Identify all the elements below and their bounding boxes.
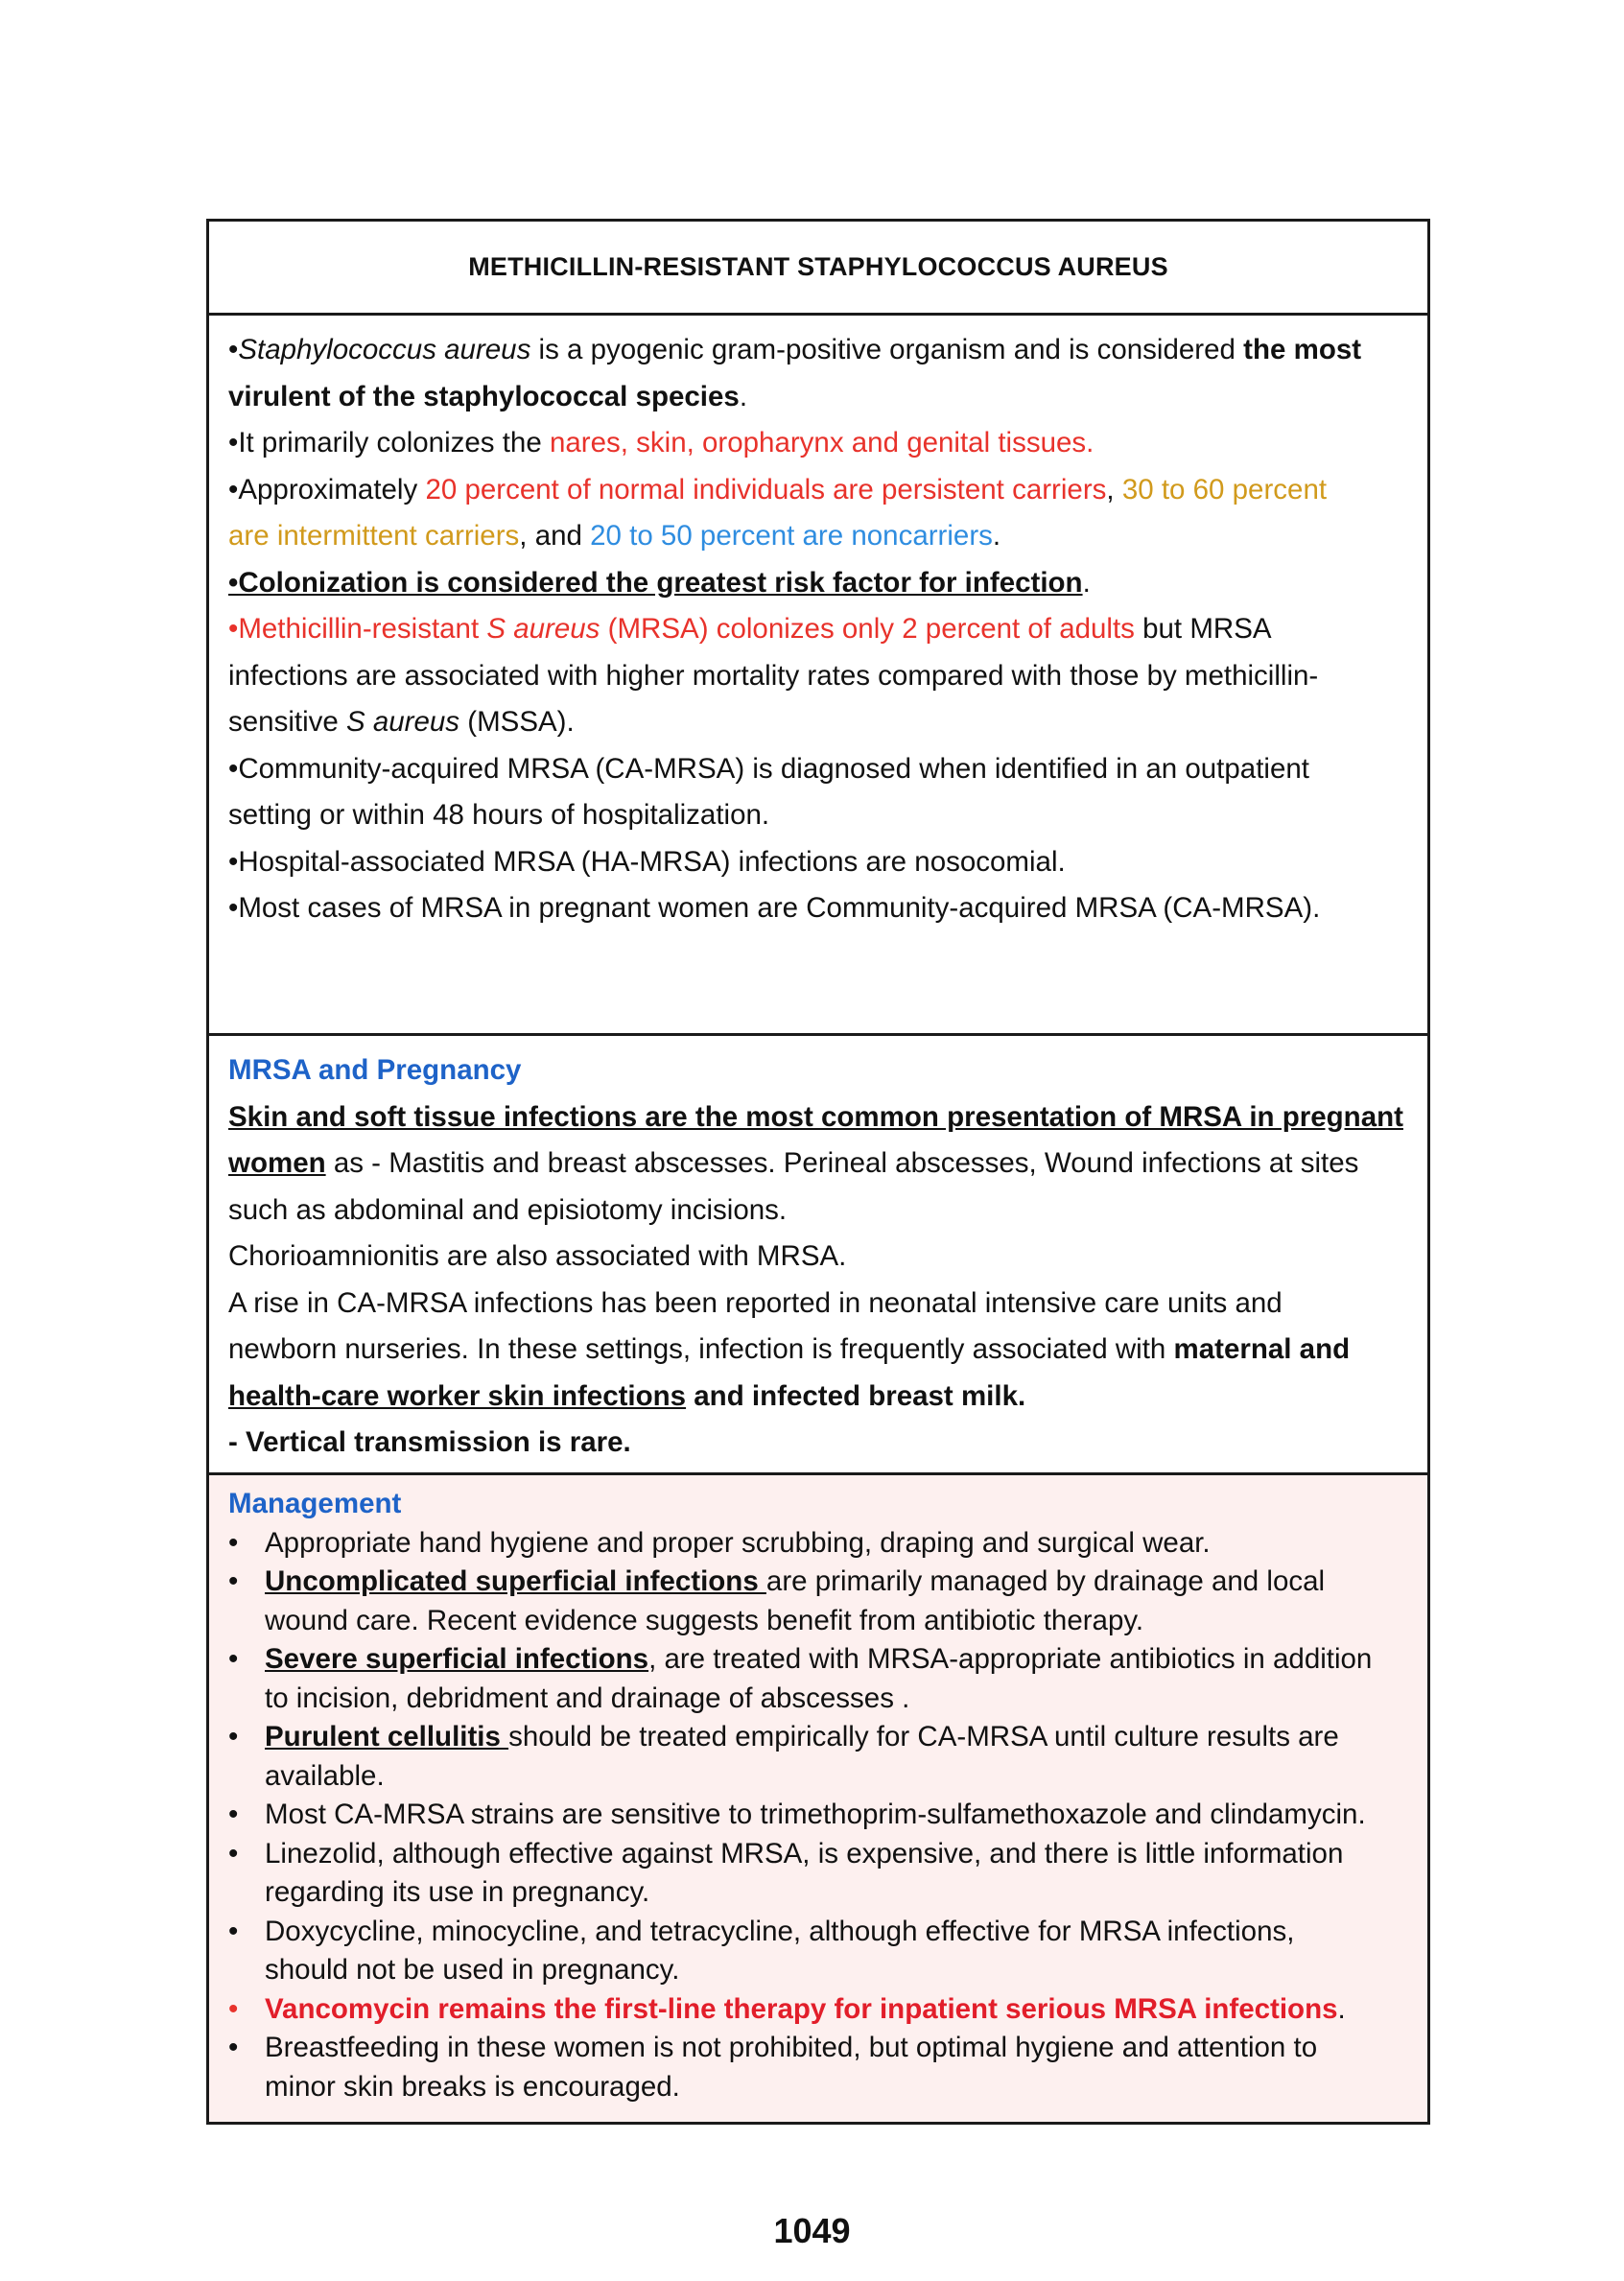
text: as - Mastitis and breast abscesses. Perineal abscesses, Wound infections at sites [325, 1147, 1359, 1179]
list-item [228, 1718, 1408, 1796]
text: Staphylococcus aureus [238, 334, 531, 365]
bullet-icon: • [228, 2032, 239, 2063]
pregnancy-line [228, 1327, 1408, 1374]
text: women [228, 1147, 326, 1179]
management-section [209, 1475, 1427, 2122]
overview-line: •Most cases of MRSA in pregnant women are Community-acquired MRSA (CA-MRSA). [228, 892, 1321, 924]
pregnancy-line: Chorioamnionitis are also associated with MRSA. [228, 1240, 847, 1272]
overview-line: setting or within 48 hours of hospitalization. [228, 799, 770, 831]
overview-line: infections are associated with higher mortality rates compared with those by methicillin- [228, 659, 1319, 692]
text: (MSSA). [459, 706, 575, 738]
text: is a pyogenic gram-positive organism and is considered [530, 334, 1244, 365]
text: sensitive [228, 706, 346, 738]
list-item [228, 1640, 1408, 1718]
bullet-icon: • [228, 1721, 239, 1752]
pregnancy-line [228, 1374, 1408, 1421]
list-item [228, 1524, 1408, 1564]
text: (MRSA) colonizes only 2 percent of adults [600, 613, 1135, 645]
bullet-icon: • [228, 1992, 239, 2025]
pregnancy-heading: MRSA and Pregnancy [228, 1054, 522, 1086]
text: the most [1243, 334, 1362, 365]
text: Most CA-MRSA strains are sensitive to trimethoprim-sulfamethoxazole and clindamycin. [265, 1799, 1366, 1830]
text: . [739, 380, 748, 412]
pregnancy-line: - Vertical transmission is rare. [228, 1426, 631, 1458]
overview-line [228, 327, 1408, 374]
text: virulent of the staphylococcal species [228, 380, 740, 412]
text: . [992, 520, 1001, 552]
text: but MRSA [1134, 613, 1272, 645]
text: , and [519, 520, 591, 552]
list-item [228, 1563, 1408, 1640]
text: and infected breast milk. [686, 1379, 1026, 1412]
overview-section [209, 316, 1427, 1036]
text: •Approximately [228, 473, 426, 506]
text: available. [265, 1759, 385, 1792]
pregnancy-line: Skin and soft tissue infections are the most common presentation of MRSA in pregnant [228, 1100, 1403, 1133]
mrsa-info-box [206, 219, 1430, 2125]
text: wound care. Recent evidence suggests benefit from antibiotic therapy. [265, 1604, 1144, 1636]
list-item [228, 1913, 1408, 1990]
list-item [228, 1990, 1408, 2030]
text: 20 to 50 percent are noncarriers [590, 520, 993, 552]
text: , are treated with MRSA-appropriate antibiotics in addition [648, 1643, 1373, 1675]
text: •Methicillin-resistant [228, 613, 487, 645]
bullet-icon: • [228, 1643, 239, 1675]
text: should be treated empirically for CA-MRSA until culture results are [508, 1721, 1339, 1752]
pregnancy-line: such as abdominal and episiotomy incisions. [228, 1193, 788, 1226]
text: . [1337, 1992, 1346, 2025]
text: Breastfeeding in these women is not prohibited, but optimal hygiene and attention to [265, 2032, 1318, 2063]
overview-line [228, 374, 1408, 421]
bullet-icon: • [228, 1799, 239, 1830]
management-heading: Management [228, 1488, 402, 1519]
pregnancy-line [228, 1140, 1408, 1188]
text: •Colonization is considered the greatest risk factor for infection [228, 566, 1083, 599]
overview-line [228, 513, 1408, 560]
text: S aureus [345, 706, 460, 738]
box-title: METHICILLIN-RESISTANT STAPHYLOCOCCUS AUREUS [209, 222, 1427, 316]
text: minor skin breaks is encouraged. [265, 2070, 680, 2103]
overview-line: •Community-acquired MRSA (CA-MRSA) is diagnosed when identified in an outpatient [228, 752, 1309, 785]
bullet-icon: • [228, 1915, 239, 1947]
text: health-care worker skin infections [228, 1379, 687, 1412]
list-item [228, 2029, 1408, 2106]
text: 20 percent of normal individuals are persistent carriers [425, 473, 1107, 506]
text: are primarily managed by drainage and local [765, 1565, 1326, 1597]
text: Vancomycin remains the first-line therapy for inpatient serious MRSA infections [265, 1992, 1338, 2025]
text: are intermittent carriers [228, 520, 520, 552]
text: to incision, debridment and drainage of abscesses . [265, 1681, 910, 1714]
text: S aureus [486, 613, 600, 645]
text: Appropriate hand hygiene and proper scrubbing, draping and surgical wear. [265, 1526, 1211, 1559]
text: Severe superficial infections [265, 1643, 649, 1675]
overview-line [228, 606, 1408, 653]
text: , [1106, 473, 1122, 506]
text: newborn nurseries. In these settings, infection is frequently associated with [228, 1333, 1174, 1365]
bullet-icon: • [228, 1565, 239, 1597]
text: Linezolid, although effective against MRSA, is expensive, and there is little information [265, 1837, 1344, 1869]
pregnancy-line: A rise in CA-MRSA infections has been reported in neonatal intensive care units and [228, 1286, 1283, 1319]
text: . [1082, 566, 1091, 599]
bullet-icon: • [228, 1837, 239, 1869]
text: regarding its use in pregnancy. [265, 1876, 650, 1908]
text: Purulent cellulitis [265, 1721, 509, 1752]
text: Doxycycline, minocycline, and tetracycline, although effective for MRSA infections, [265, 1915, 1295, 1947]
bullet-icon: • [228, 1526, 239, 1559]
text: •It primarily colonizes the [228, 427, 550, 459]
text: nares, skin, oropharynx and genital tissues. [549, 427, 1094, 459]
overview-line [228, 467, 1408, 514]
management-list [228, 1524, 1408, 2107]
overview-line [228, 699, 1408, 746]
overview-line [228, 560, 1408, 607]
text: Uncomplicated superficial infections [265, 1565, 766, 1597]
text: 30 to 60 percent [1121, 473, 1328, 506]
text: should not be used in pregnancy. [265, 1954, 680, 1986]
overview-line: •Hospital-associated MRSA (HA-MRSA) infections are nosocomial. [228, 845, 1066, 878]
list-item [228, 1835, 1408, 1913]
page-number: 1049 [773, 2211, 851, 2250]
list-item [228, 1796, 1408, 1835]
pregnancy-section [209, 1036, 1427, 1475]
overview-line [228, 420, 1408, 467]
text: maternal and [1173, 1333, 1351, 1365]
text: • [228, 334, 239, 365]
